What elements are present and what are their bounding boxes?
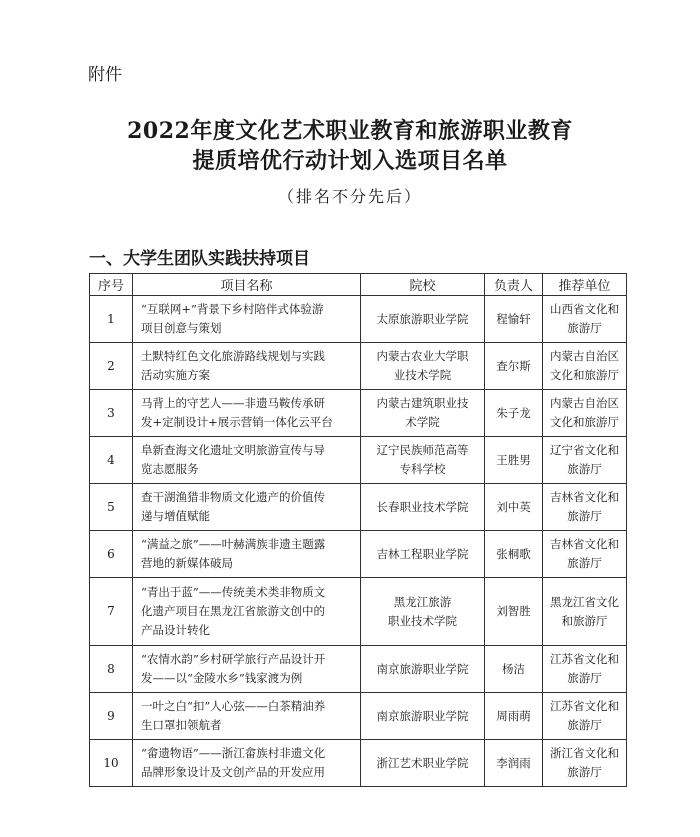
row-school: 太原旅游职业学院	[361, 296, 485, 343]
row-project-name: “畲遗物语”——浙江畲族村非遗文化 品牌形象设计及文创产品的开发应用	[133, 740, 361, 787]
table-row	[90, 343, 627, 390]
row-recommending-unit: 江苏省文化和 旅游厅	[543, 693, 627, 740]
document-title-line2: 提质培优行动计划入选项目名单	[192, 148, 508, 174]
table-row	[90, 578, 627, 646]
row-number: 4	[90, 437, 133, 484]
row-recommending-unit: 黑龙江省文化 和旅游厅	[543, 578, 627, 646]
row-leader: 朱子龙	[485, 390, 543, 437]
row-number: 8	[90, 646, 133, 693]
table-row	[90, 484, 627, 531]
row-school: 黑龙江旅游 职业技术学院	[361, 578, 485, 646]
header-project-name: 项目名称	[133, 274, 361, 296]
header-recommending-unit: 推荐单位	[543, 274, 627, 296]
row-number: 10	[90, 740, 133, 787]
table-row	[90, 437, 627, 484]
row-leader: 刘智胜	[485, 578, 543, 646]
table-header-row	[90, 274, 627, 296]
row-recommending-unit: 山西省文化和 旅游厅	[543, 296, 627, 343]
row-project-name: 阜新查海文化遗址文明旅游宣传与导 览志愿服务	[133, 437, 361, 484]
row-project-name: 查干湖渔猎非物质文化遗产的价值传 递与增值赋能	[133, 484, 361, 531]
table-row	[90, 296, 627, 343]
document-title-line1: 2022年度文化艺术职业教育和旅游职业教育	[127, 118, 573, 144]
row-number: 2	[90, 343, 133, 390]
row-recommending-unit: 内蒙古自治区 文化和旅游厅	[543, 390, 627, 437]
row-project-name: “农情水韵”乡村研学旅行产品设计开 发——以“金陵水乡”钱家渡为例	[133, 646, 361, 693]
row-leader: 程愉轩	[485, 296, 543, 343]
row-number: 3	[90, 390, 133, 437]
row-recommending-unit: 内蒙古自治区 文化和旅游厅	[543, 343, 627, 390]
row-school: 辽宁民族师范高等 专科学校	[361, 437, 485, 484]
row-project-name: “互联网+”背景下乡村陪伴式体验游 项目创意与策划	[133, 296, 361, 343]
row-number: 1	[90, 296, 133, 343]
row-recommending-unit: 吉林省文化和 旅游厅	[543, 484, 627, 531]
header-school: 院校	[361, 274, 485, 296]
row-number: 9	[90, 693, 133, 740]
row-project-name: “青出于蓝”——传统美术类非物质文 化遗产项目在黑龙江省旅游文创中的 产品设计转化	[133, 578, 361, 646]
row-leader: 刘中英	[485, 484, 543, 531]
project-table	[89, 273, 627, 787]
row-project-name: “满益之旅”——叶赫满族非遗主题露 营地的新媒体破局	[133, 531, 361, 578]
row-recommending-unit: 浙江省文化和 旅游厅	[543, 740, 627, 787]
row-number: 7	[90, 578, 133, 646]
row-leader: 周雨萌	[485, 693, 543, 740]
row-school: 浙江艺术职业学院	[361, 740, 485, 787]
row-school: 长春职业技术学院	[361, 484, 485, 531]
row-project-name: 一叶之白“扣”人心弦——白茶精油养 生口罩扣领航者	[133, 693, 361, 740]
row-leader: 张桐歌	[485, 531, 543, 578]
row-school: 吉林工程职业学院	[361, 531, 485, 578]
row-number: 6	[90, 531, 133, 578]
row-recommending-unit: 吉林省文化和 旅游厅	[543, 531, 627, 578]
document-subtitle: （排名不分先后）	[277, 187, 422, 206]
row-leader: 李润雨	[485, 740, 543, 787]
row-recommending-unit: 江苏省文化和 旅游厅	[543, 646, 627, 693]
row-leader: 杨洁	[485, 646, 543, 693]
row-recommending-unit: 辽宁省文化和 旅游厅	[543, 437, 627, 484]
row-leader: 王胜男	[485, 437, 543, 484]
section-heading: 一、大学生团队实践扶持项目	[89, 249, 310, 269]
table-row	[90, 531, 627, 578]
row-school: 南京旅游职业学院	[361, 693, 485, 740]
row-leader: 查尔斯	[485, 343, 543, 390]
header-leader: 负责人	[485, 274, 543, 296]
row-project-name: 马背上的守艺人——非遗马鞍传承研 发+定制设计+展示营销一体化云平台	[133, 390, 361, 437]
row-project-name: 土默特红色文化旅游路线规划与实践 活动实施方案	[133, 343, 361, 390]
table-row	[90, 646, 627, 693]
attachment-label: 附件	[88, 65, 122, 85]
row-school: 内蒙古建筑职业技 术学院	[361, 390, 485, 437]
row-school: 内蒙古农业大学职 业技术学院	[361, 343, 485, 390]
table-row	[90, 740, 627, 787]
row-number: 5	[90, 484, 133, 531]
header-number: 序号	[90, 274, 133, 296]
row-school: 南京旅游职业学院	[361, 646, 485, 693]
table-row	[90, 390, 627, 437]
table-row	[90, 693, 627, 740]
